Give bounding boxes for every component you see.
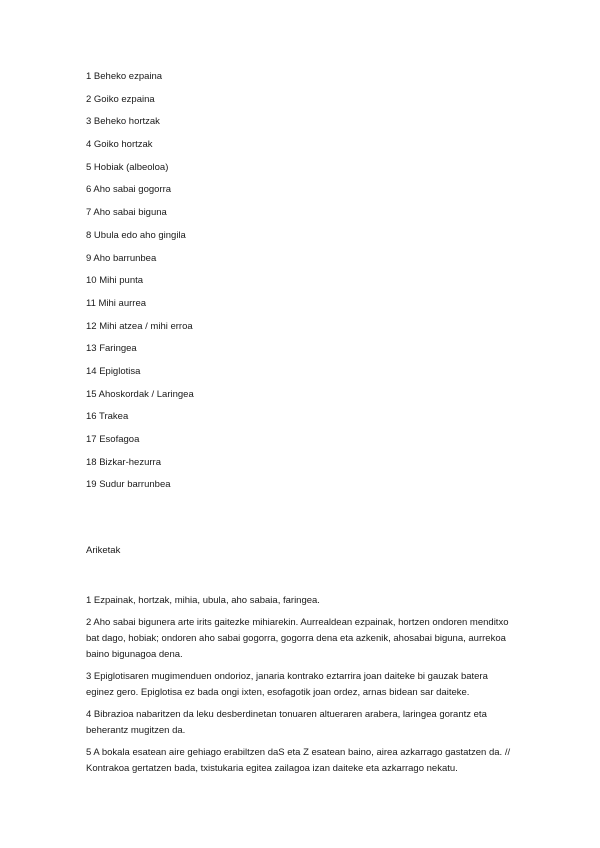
exercise-paragraph: 5 A bokala esatean aire gehiago erabiltzen daS eta Z esatean baino, airea azkarrago gastatzen da. // Kontrakoa gertatzen bada, txistukaria egitea zailagoa izan daiteke eta azkarrago nekatu. <box>86 747 511 774</box>
list-item: 5 Hobiak (albeoloa) <box>86 161 169 173</box>
list-item: 16 Trakea <box>86 411 129 423</box>
exercises-section <box>86 593 518 783</box>
list-item: 17 Esofagoa <box>86 434 140 445</box>
exercise-paragraph: 3 Epiglotisaren mugimenduen ondorioz, janaria kontrako eztarrira joan daiteke bi gauzak batera eginez gero. Epiglotisa ez bada ongi ixten, esofagotik joan ordez, arnas bidean sar daiteke. <box>86 671 488 698</box>
list-item: 13 Faringea <box>86 343 137 355</box>
list-item: 6 Aho sabai gogorra <box>86 184 172 196</box>
list-item: 1 Beheko ezpaina <box>86 71 163 82</box>
list-item: 15 Ahoskordak / Laringea <box>86 388 194 400</box>
list-item: 12 Mihi atzea / mihi erroa <box>86 320 193 332</box>
list-item: 10 Mihi punta <box>86 275 144 287</box>
list-item: 18 Bizkar-hezurra <box>86 456 161 468</box>
list-item: 9 Aho barrunbea <box>86 252 157 264</box>
list-item: 2 Goiko ezpaina <box>86 93 155 105</box>
anatomy-parts-list <box>86 71 194 502</box>
list-item: 4 Goiko hortzak <box>86 139 153 151</box>
exercise-paragraph: 2 Aho sabai bigunera arte irits gaitezke mihiarekin. Aurrealdean ezpainak, hortzen ondoren menditxo bat dago, hobiak; ondoren aho sabai gogorra, gogorra dena eta azkenik, ahosabai biguna, aurrekoa baino bigunagoa dena. <box>86 617 509 660</box>
list-item: 3 Beheko hortzak <box>86 116 160 128</box>
exercise-paragraph: 4 Bibrazioa nabaritzen da leku desberdinetan tonuaren altueraren arabera, laringea gorantz eta beherantz mugitzen da. <box>86 709 487 736</box>
list-item: 8 Ubula edo aho gingila <box>86 229 186 241</box>
list-item: 7 Aho sabai biguna <box>86 207 167 219</box>
exercises-heading: Ariketak <box>86 545 121 556</box>
list-item: 14 Epiglotisa <box>86 365 141 377</box>
list-item: 19 Sudur barrunbea <box>86 479 171 491</box>
list-item: 11 Mihi aurrea <box>86 297 147 309</box>
exercise-paragraph: 1 Ezpainak, hortzak, mihia, ubula, aho sabaia, faringea. <box>86 595 320 606</box>
